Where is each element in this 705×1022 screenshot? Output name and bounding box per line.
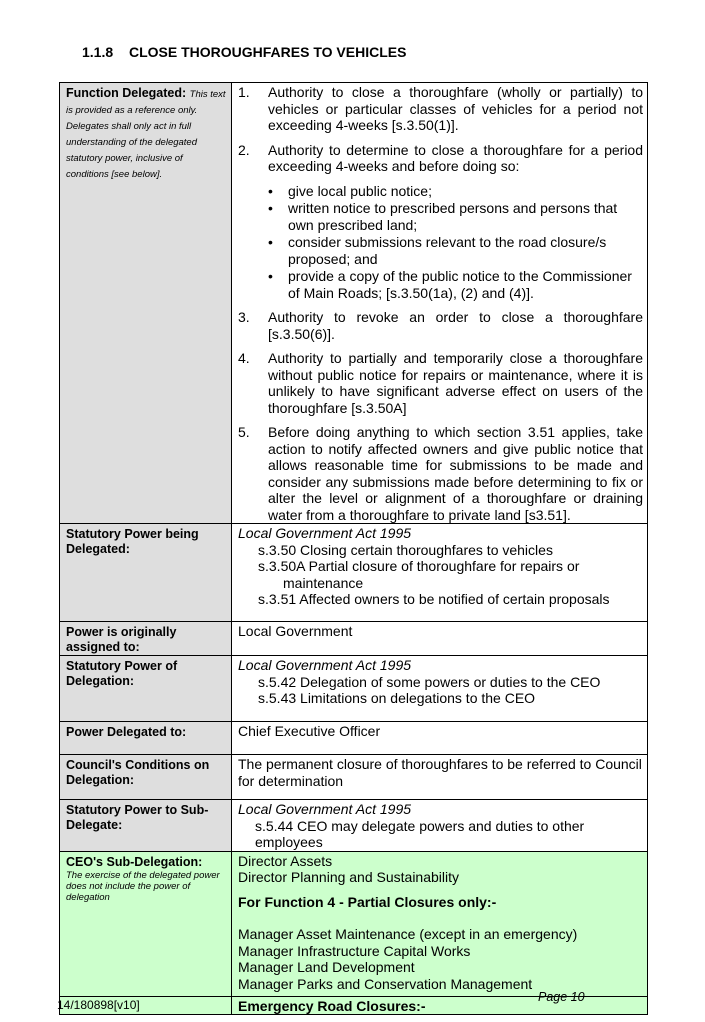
row-sub-delegate-power (60, 800, 648, 852)
section-title: CLOSE THOROUGHFARES TO VEHICLES (129, 44, 407, 60)
section-line: s.3.50A Partial closure of thoroughfare for repairs or (258, 558, 580, 574)
delegation-table (59, 82, 648, 1015)
bullet-item: • give local public notice; (268, 183, 643, 200)
section-line: s.3.51 Affected owners to be notified of certain proposals (258, 591, 610, 607)
function-item: 4. Authority to partially and temporarily close a thoroughfare without public notice for repairs or maintenance, where it is unlikely to have significant adverse effect on users of the thoroughfare [s.3.50A] (238, 350, 643, 416)
sub-delegate: Manager Land Development (238, 959, 415, 975)
value-function-delegated (232, 83, 648, 524)
value-sub-delegation (232, 851, 648, 996)
label-originally-assigned: Power is originally assigned to: (60, 622, 232, 656)
notice-bullet-list (268, 183, 643, 302)
bullet-item: • written notice to prescribed persons and persons that own prescribed land; (268, 200, 643, 233)
sub-delegate: Manager Asset Maintenance (except in an emergency) (238, 926, 578, 942)
section-line: s.5.44 CEO may delegate powers and duties to other employees (255, 817, 585, 850)
sub-delegation-note: The exercise of the delegated power does not include the power of delegation (66, 869, 220, 903)
bullet-item: • consider submissions relevant to the road closure/s proposed; and (268, 234, 643, 267)
partial-closures-subhead: For Function 4 - Partial Closures only:- (238, 893, 497, 910)
sub-delegation-label: CEO's Sub-Delegation: (66, 854, 203, 869)
value-statutory-power (232, 524, 648, 622)
function-item: 3. Authority to revoke an order to close a thoroughfare [s.3.50(6)]. (238, 309, 643, 342)
row-delegated-to (60, 722, 648, 755)
act-name: Local Government Act 1995 (238, 801, 412, 817)
document-reference: 14/180898[v10] (57, 998, 140, 1012)
function-list (238, 84, 643, 523)
function-item: 1. Authority to close a thoroughfare (wholly or partially) to vehicles or particular classes of vehicles for a period not exceeding 4-weeks [s.3.50(1)]. (238, 84, 643, 133)
label-sub-delegation (60, 851, 232, 996)
label-statutory-power: Statutory Power being Delegated: (60, 524, 232, 622)
row-power-of-delegation (60, 656, 648, 722)
section-line: s.3.50 Closing certain thoroughfares to vehicles (258, 541, 553, 558)
sub-delegate: Manager Infrastructure Capital Works (238, 942, 471, 959)
row-statutory-power (60, 524, 648, 622)
row-conditions (60, 755, 648, 800)
label-function-delegated (60, 83, 232, 524)
row-originally-assigned (60, 622, 648, 656)
act-name: Local Government Act 1995 (238, 657, 412, 673)
function-item: 2. Authority to determine to close a thoroughfare for a period exceeding 4-weeks and before doing so: • give local public notice; • written notice to prescribed persons and persons that own prescribed land; • consider submissions relevant to the road closure/s proposed; and • provide a copy of the public notice to the Commissioner of Main Roads; [s.3.50(1a), (2) and (4)]. (238, 142, 643, 302)
section-line: maintenance (283, 574, 364, 591)
emergency-road-closures-heading: Emergency Road Closures:- (232, 996, 648, 1015)
label-sub-delegate-power: Statutory Power to Sub-Delegate: (60, 800, 232, 852)
row-sub-delegation (60, 851, 648, 996)
function-label: Function Delegated: (66, 86, 187, 100)
act-name: Local Government Act 1995 (238, 525, 412, 541)
value-sub-delegate-power (232, 800, 648, 852)
sub-delegate: Director Assets (238, 852, 333, 869)
sub-delegate: Director Planning and Sustainability (238, 869, 460, 885)
section-line: s.5.42 Delegation of some powers or duties to the CEO (258, 673, 601, 690)
value-delegated-to: Chief Executive Officer (232, 722, 648, 755)
label-conditions: Council's Conditions on Delegation: (60, 755, 232, 800)
page-number: Page 10 (538, 990, 585, 1004)
label-power-of-delegation: Statutory Power of Delegation: (60, 656, 232, 722)
sub-delegate: Manager Parks and Conservation Management (238, 975, 533, 992)
value-originally-assigned: Local Government (232, 622, 648, 656)
section-number: 1.1.8 (82, 44, 114, 60)
function-item: 5. Before doing anything to which section 3.51 applies, take action to notify affected owners and give public notice that allows reasonable time for submissions to be made and consider any submissions made before determining to fix or alter the level or alignment of a thoroughfare or draining water from a thoroughfare to private land [s3.51]. (238, 424, 643, 523)
section-heading (82, 44, 406, 60)
value-conditions: The permanent closure of thoroughfares to be referred to Council for determination (232, 755, 648, 800)
row-function-delegated (60, 83, 648, 524)
section-line: s.5.43 Limitations on delegations to the CEO (258, 690, 536, 706)
value-power-of-delegation (232, 656, 648, 722)
label-delegated-to: Power Delegated to: (60, 722, 232, 755)
function-note: This text is provided as a reference only. Delegates shall only act in full understanding of the delegated statutory power, inclusive of conditions [see below]. (66, 89, 226, 180)
bullet-item: • provide a copy of the public notice to the Commissioner of Main Roads; [s.3.50(1a), (2) and (4)]. (268, 268, 643, 301)
